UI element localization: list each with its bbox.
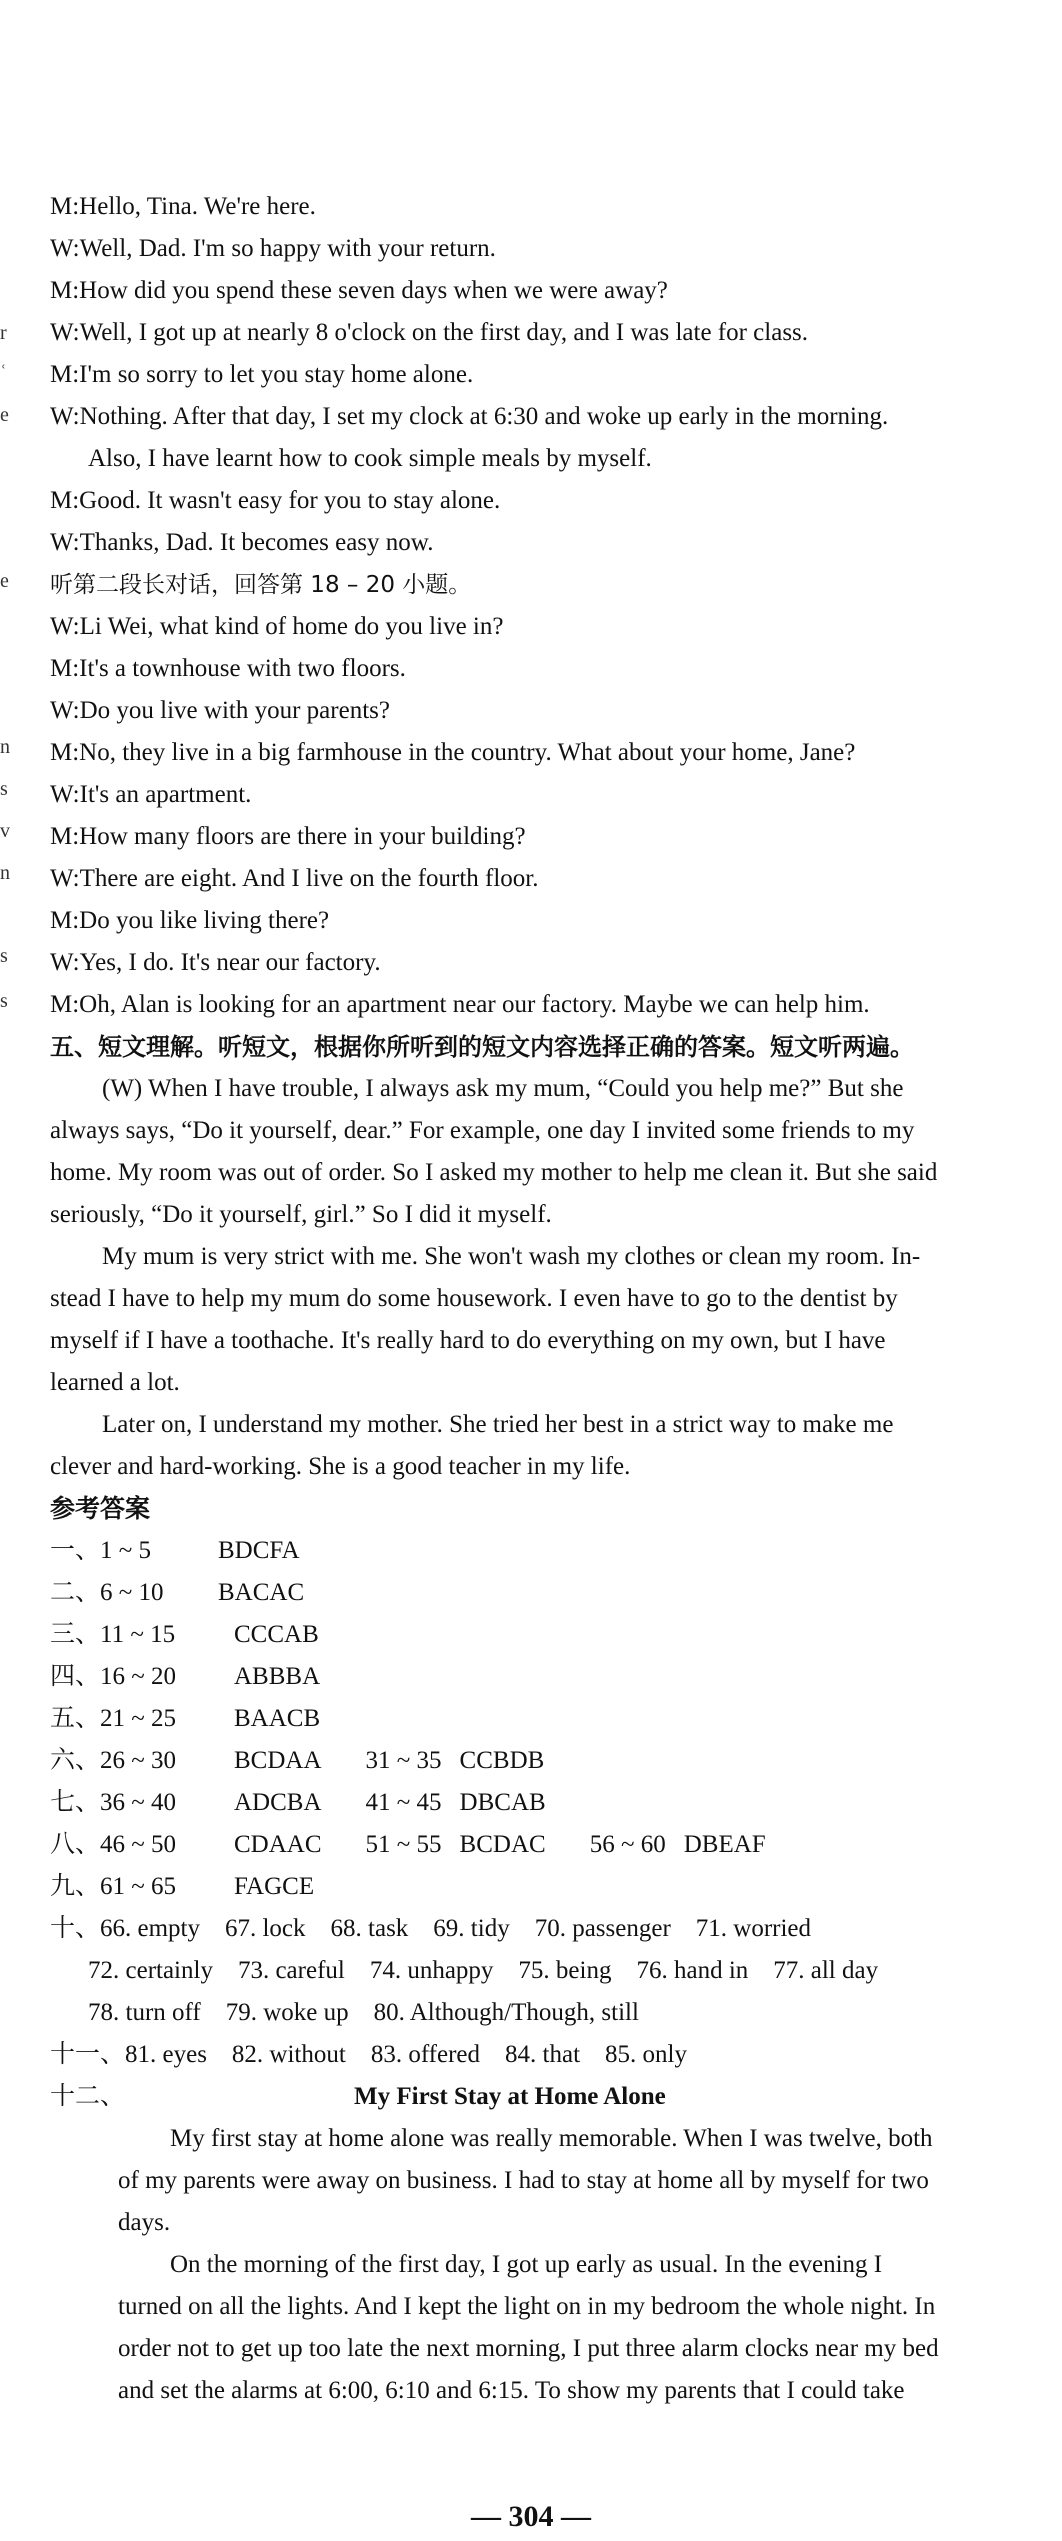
answer-key: 四、16 ~ 20: [50, 1663, 177, 1690]
essay-line: order not to get up too late the next morning, I put three alarm clocks near my bed: [118, 2335, 939, 2362]
edge-fragment: ʿ: [0, 362, 7, 384]
dialogue-line: W:Do you live with your parents?: [50, 697, 390, 724]
answer-row: [50, 1660, 320, 1694]
answers-title: 参考答案: [50, 1494, 151, 1523]
edge-fragment: n: [0, 862, 10, 884]
answer-value: ABBBA: [234, 1663, 321, 1690]
edge-fragment: v: [0, 820, 10, 842]
essay-line: days.: [118, 2209, 171, 2236]
essay-line: On the morning of the first day, I got up early as usual. In the evening I: [170, 2251, 883, 2278]
dialogue-line: M:How did you spend these seven days when we were away?: [50, 277, 668, 304]
answer-range: 31 ~ 35: [365, 1747, 442, 1774]
answer-key: 七、36 ~ 40: [50, 1789, 177, 1816]
dialogue-line: M:Do you like living there?: [50, 907, 330, 934]
dialogue-line: W:There are eight. And I live on the fourth floor.: [50, 865, 539, 892]
page-number: — 304 —: [471, 2500, 591, 2533]
essay-line: of my parents were away on business. I had to stay at home all by myself for two: [118, 2167, 929, 2194]
answer-value: BCDAC: [459, 1831, 546, 1858]
dialogue-line: M:How many floors are there in your building?: [50, 823, 526, 850]
answer-key: 一、1 ~ 5: [50, 1537, 152, 1564]
passage-line: learned a lot.: [50, 1369, 180, 1396]
vocab-line: 72. certainly 73. careful 74. unhappy 75. being 76. hand in 77. all day: [88, 1957, 879, 1984]
passage-line: myself if I have a toothache. It's really hard to do everything on my own, but I have: [50, 1327, 886, 1354]
passage-line: Later on, I understand my mother. She tried her best in a strict way to make me: [102, 1411, 894, 1438]
dialogue-line: Also, I have learnt how to cook simple meals by myself.: [88, 445, 652, 472]
answer-key: 五、21 ~ 25: [50, 1705, 177, 1732]
vocab-line: 十、66. empty 67. lock 68. task 69. tidy 70. passenger 71. worried: [50, 1915, 812, 1942]
answer-value: BAACB: [234, 1705, 321, 1732]
essay-line: and set the alarms at 6:00, 6:10 and 6:15. To show my parents that I could take: [118, 2377, 905, 2404]
edge-fragment: r: [0, 322, 7, 344]
answer-row: [50, 1534, 300, 1568]
essay-title: My First Stay at Home Alone: [354, 2083, 666, 2110]
passage-line: clever and hard-working. She is a good teacher in my life.: [50, 1453, 631, 1480]
edge-fragment: n: [0, 736, 10, 758]
answer-range: 51 ~ 55: [365, 1831, 442, 1858]
answer-row: [50, 1744, 544, 1778]
answer-key: 八、46 ~ 50: [50, 1831, 177, 1858]
edge-fragment: e: [0, 570, 9, 592]
answer-key: 六、26 ~ 30: [50, 1747, 177, 1774]
dialogue-line: W:It's an apartment.: [50, 781, 252, 808]
vocab-line: 十一、81. eyes 82. without 83. offered 84. that 85. only: [50, 2041, 687, 2068]
answer-key: 二、6 ~ 10: [50, 1579, 164, 1606]
edge-fragment: s: [0, 990, 8, 1012]
essay-line: My first stay at home alone was really memorable. When I was twelve, both: [170, 2125, 933, 2152]
answer-value: DBEAF: [683, 1831, 766, 1858]
dialogue-line: M:Oh, Alan is looking for an apartment near our factory. Maybe we can help him.: [50, 991, 870, 1018]
section-title: 五、短文理解。听短文，根据你所听到的短文内容选择正确的答案。短文听两遍。: [50, 1033, 914, 1061]
dialogue-line: M:It's a townhouse with two floors.: [50, 655, 406, 682]
answer-range: 56 ~ 60: [589, 1831, 666, 1858]
passage-line: seriously, “Do it yourself, girl.” So I did it myself.: [50, 1201, 552, 1228]
answer-key: 九、61 ~ 65: [50, 1873, 177, 1900]
vocab-line: 78. turn off 79. woke up 80. Although/Though, still: [88, 1999, 639, 2026]
answer-value: CDAAC: [234, 1831, 322, 1858]
dialogue-line: W:Well, Dad. I'm so happy with your return.: [50, 235, 496, 262]
dialogue-line: M:Good. It wasn't easy for you to stay alone.: [50, 487, 501, 514]
passage-line: (W) When I have trouble, I always ask my mum, “Could you help me?” But she: [102, 1075, 904, 1102]
dialogue-line: M:No, they live in a big farmhouse in the country. What about your home, Jane?: [50, 739, 856, 766]
dialogue-line: M:Hello, Tina. We're here.: [50, 193, 316, 220]
answer-value: BACAC: [218, 1579, 305, 1606]
section-intro: 听第二段长对话，回答第 18 – 20 小题。: [50, 572, 472, 598]
edge-fragment: s: [0, 778, 8, 800]
answer-row: [50, 1828, 766, 1862]
answer-row: [50, 1786, 546, 1820]
dialogue-line: W:Nothing. After that day, I set my clock at 6:30 and woke up early in the morning.: [50, 403, 889, 430]
answer-row: [50, 1576, 304, 1610]
answer-value: ADCBA: [234, 1789, 322, 1816]
edge-fragment: e: [0, 404, 9, 426]
answer-key: 三、11 ~ 15: [50, 1621, 176, 1648]
answer-value: BCDAA: [234, 1747, 322, 1774]
answer-value: CCCAB: [234, 1621, 319, 1648]
answer-row: [50, 1870, 314, 1904]
dialogue-line: W:Li Wei, what kind of home do you live in?: [50, 613, 504, 640]
essay-line: turned on all the lights. And I kept the light on in my bedroom the whole night. In: [118, 2293, 936, 2320]
answer-value: BDCFA: [218, 1537, 300, 1564]
dialogue-line: W:Thanks, Dad. It becomes easy now.: [50, 529, 434, 556]
answer-row: [50, 1702, 320, 1736]
dialogue-line: W:Yes, I do. It's near our factory.: [50, 949, 381, 976]
answer-range: 41 ~ 45: [365, 1789, 442, 1816]
edge-fragment: s: [0, 945, 8, 967]
answer-row: [50, 1618, 319, 1652]
dialogue-line: M:I'm so sorry to let you stay home alone.: [50, 361, 474, 388]
dialogue-line: W:Well, I got up at nearly 8 o'clock on the first day, and I was late for class.: [50, 319, 809, 346]
section-label: 十二、: [50, 2083, 126, 2110]
passage-line: stead I have to help my mum do some housework. I even have to go to the dentist by: [50, 1285, 898, 1312]
answer-value: FAGCE: [234, 1873, 315, 1900]
answer-value: CCBDB: [459, 1747, 545, 1774]
passage-line: always says, “Do it yourself, dear.” For example, one day I invited some friends to my: [50, 1117, 915, 1144]
passage-line: home. My room was out of order. So I asked my mother to help me clean it. But she said: [50, 1159, 938, 1186]
passage-line: My mum is very strict with me. She won't wash my clothes or clean my room. In-: [102, 1243, 921, 1270]
answer-value: DBCAB: [459, 1789, 546, 1816]
